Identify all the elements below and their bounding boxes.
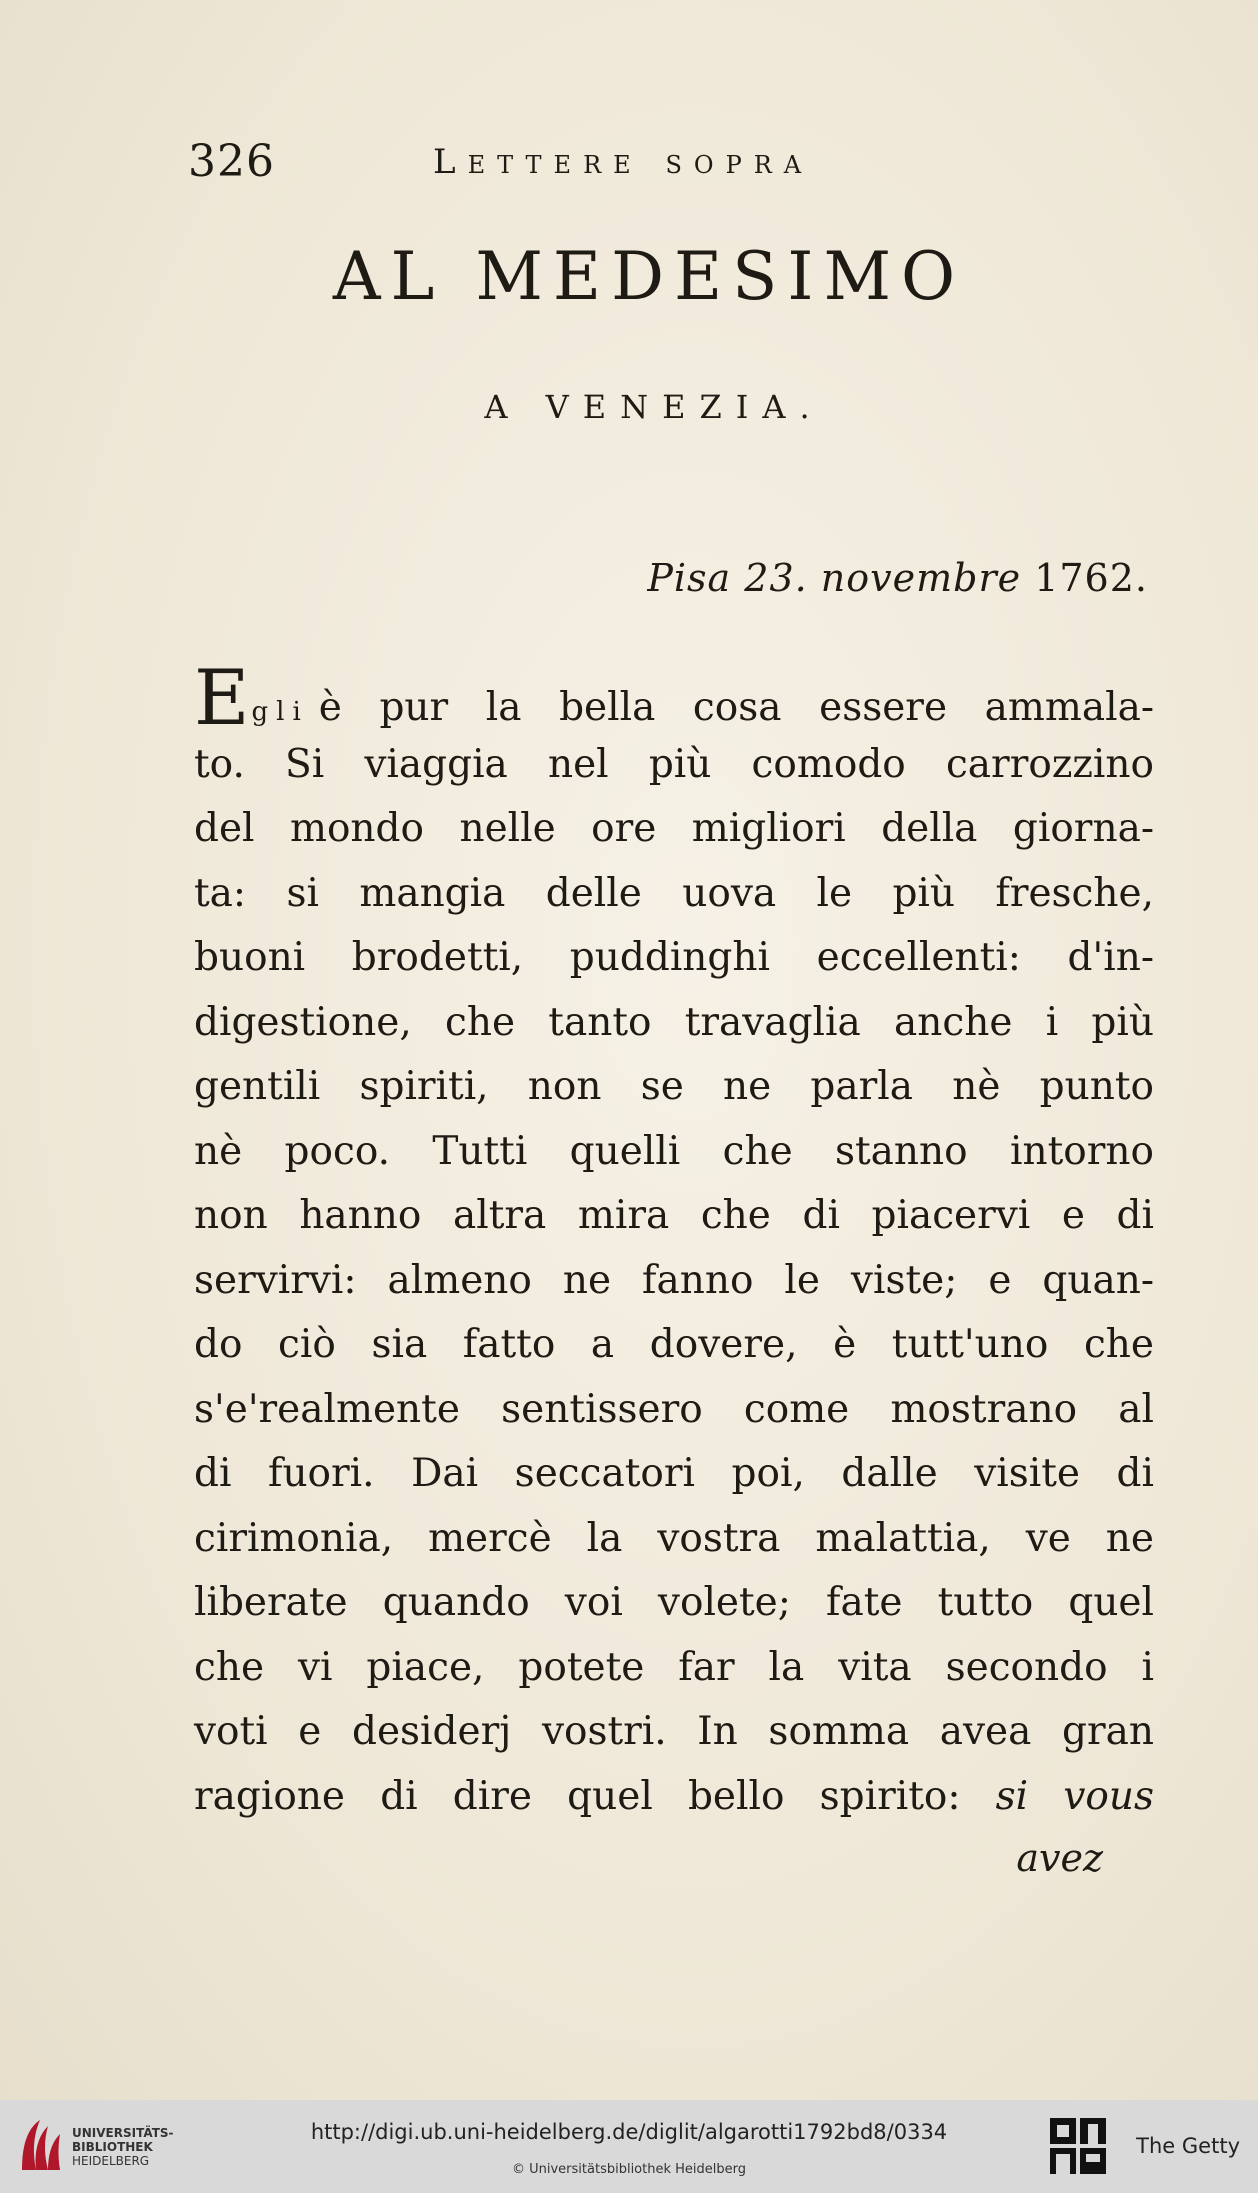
letter-title: AL MEDESIMO bbox=[332, 238, 966, 315]
copyright-notice: © Universitätsbibliothek Heidelberg bbox=[511, 2162, 746, 2177]
body-last-roman: ragione di dire quel bello spirito: bbox=[194, 1773, 961, 1819]
getty-logo-icon bbox=[1048, 2116, 1108, 2176]
body-line: cirimonia, mercè la vostra malattia, ve ne bbox=[194, 1515, 1154, 1561]
body-line: buoni brodetti, puddinghi eccellenti: d'in- bbox=[194, 935, 1154, 980]
running-title: Lettere sopra bbox=[433, 142, 814, 182]
body-line: nè poco. Tutti quelli che stanno intorno bbox=[194, 1128, 1154, 1174]
library-line-3: HEIDELBERG bbox=[72, 2154, 150, 2168]
dateline bbox=[647, 556, 1148, 600]
letter-subtitle: A VENEZIA. bbox=[484, 388, 824, 426]
body-line: del mondo nelle ore migliori della giorna- bbox=[194, 806, 1154, 851]
letter-body bbox=[194, 653, 1154, 1829]
library-line-1: UNIVERSITÄTS- bbox=[72, 2126, 174, 2140]
body-line: voti e desiderj vostri. In somma avea gran bbox=[194, 1709, 1154, 1754]
page-header bbox=[188, 136, 1088, 196]
body-line: non hanno altra mira che di piacervi e di bbox=[194, 1193, 1154, 1238]
body-line: digestione, che tanto travaglia anche i più bbox=[194, 999, 1154, 1045]
body-line: servirvi: almeno ne fanno le viste; e quan- bbox=[194, 1257, 1154, 1303]
library-line-2: BIBLIOTHEK bbox=[72, 2140, 153, 2154]
dateline-year: 1762. bbox=[1034, 556, 1148, 600]
body-line-last bbox=[194, 1765, 1154, 1830]
body-line: s'e'realmente sentissero come mostrano al bbox=[194, 1386, 1154, 1432]
body-line-1 bbox=[194, 653, 1154, 742]
body-line: che vi piace, potete far la vita secondo i bbox=[194, 1644, 1154, 1690]
catchword: avez bbox=[1016, 1836, 1103, 1880]
body-line: gentili spiriti, non se ne parla nè punto bbox=[194, 1064, 1154, 1109]
page-number: 326 bbox=[188, 136, 275, 187]
partner-name: The Getty bbox=[1136, 2134, 1240, 2158]
body-line: liberate quando voi volete; fate tutto quel bbox=[194, 1580, 1154, 1625]
dateline-place-date: Pisa 23. novembre bbox=[647, 556, 1022, 600]
body-line: to. Si viaggia nel più comodo carrozzino bbox=[194, 741, 1154, 787]
body-line: ta: si mangia delle uova le più fresche, bbox=[194, 870, 1154, 916]
drop-cap: E bbox=[194, 653, 250, 742]
body-line: di fuori. Dai seccatori poi, dalle visite di bbox=[194, 1451, 1154, 1496]
body-last-italic: si vous bbox=[995, 1773, 1154, 1819]
body-line: do ciò sia fatto a dovere, è tutt'uno che bbox=[194, 1322, 1154, 1367]
viewer-footer bbox=[0, 2100, 1258, 2193]
permalink-url[interactable]: http://digi.ub.uni-heidelberg.de/diglit/algarotti1792bd8/0334 bbox=[310, 2120, 948, 2144]
body-line-1-text: è pur la bella cosa essere ammala- bbox=[318, 685, 1154, 730]
first-word-rest: gli bbox=[251, 697, 309, 727]
